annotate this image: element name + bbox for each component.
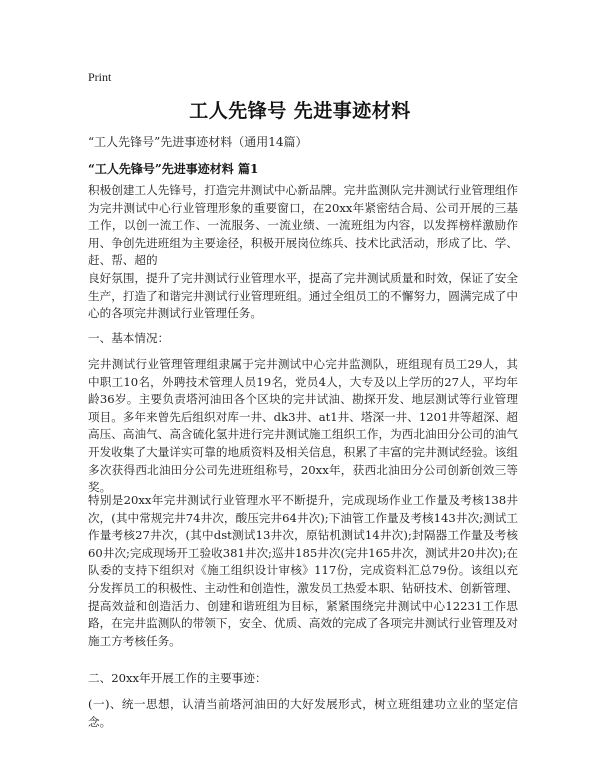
paragraph-achievements: 特别是20xx年完井测试行业管理水平不断提升，完成现场作业工作量及考核138井次，(其中常规完井74井次，酸压完井64井次);下油管工作量及考核143井次;测试工作量考核27井次，(其中dst测试13井次，原钻机测试14井次);封隔器工作量及考核60井次;完成现场开工验收381井次;巡井185井次(完井165井次，测试井20井次);在队委的支持下组织对《施工组织设计审核》117份，完成资料汇总79份。该组以充分发挥员工的积极性、主动性和创造性，激发员工热爱本职、钻研技术、创新管理、提高效益和创造活力、创建和谐班组为目标，紧紧围绕完井测试中心12231工作思路，在完井监测队的带领下，安全、优质、高效的完成了各项完井测试行业管理及对施工方考核任务。 <box>88 493 518 648</box>
document-subtitle: “工人先锋号”先进事迹材料（通用14篇） <box>88 135 308 149</box>
paragraph-intro: 积极创建工人先锋号，打造完井测试中心新品牌。完井监测队完井测试行业管理组作为完井测试中心行业管理形象的重要窗口，在20xx年紧密结合局、公司开展的三基工作，以创一流工作、一流服务、一流业绩、一流班组为内容，以发挥榜样激励作用、争创先进班组为主要途径，积极开展岗位练兵、技术比武活动，形成了比、学、赶、帮、超的 <box>88 183 518 268</box>
paragraph-basic-info: 完井测试行业管理管理组隶属于完井测试中心完井监测队，班组现有员工29人，其中职工10名，外聘技术管理人员19名，党员4人，大专及以上学历的27人，平均年龄36岁。主要负责塔河油田各个区块的完井试油、勘探开发、地层测试等行业管理项目。多年来曾先后组织对库一井、dk3井、at1井、塔深一井、1201井等超深、超高压、高油气、高含硫化氢井进行完井测试施工组织工作，为西北油田分公司的油气开发收集了大量详实可靠的地质资料及相关信息，积累了丰富的完井测试经验。该组多次获得西北油田分公司先进班组称号，20xx年，获西北油田分公司创新创效三等奖。 <box>88 357 518 495</box>
heading-main-deeds: 二、20xx年开展工作的主要事迹： <box>88 671 267 685</box>
section-title: “工人先锋号”先进事迹材料 篇1 <box>88 162 259 176</box>
paragraph-outcome: 良好氛围，提升了完井测试行业管理水平，提高了完井测试质量和时效，保证了安全生产，打造了和谐完井测试行业管理班组。通过全组员工的不懈努力，圆满完成了中心的各项完井测试行业管理任务。 <box>88 271 518 321</box>
print-label[interactable]: Print <box>88 70 112 84</box>
paragraph-unify-thought: (一)、统一思想，认清当前塔河油田的大好发展形式，树立班组建功立业的坚定信念。 <box>88 697 518 729</box>
page-title: 工人先锋号 先进事迹材料 <box>189 100 411 122</box>
heading-basic-info: 一、基本情况： <box>88 331 170 345</box>
